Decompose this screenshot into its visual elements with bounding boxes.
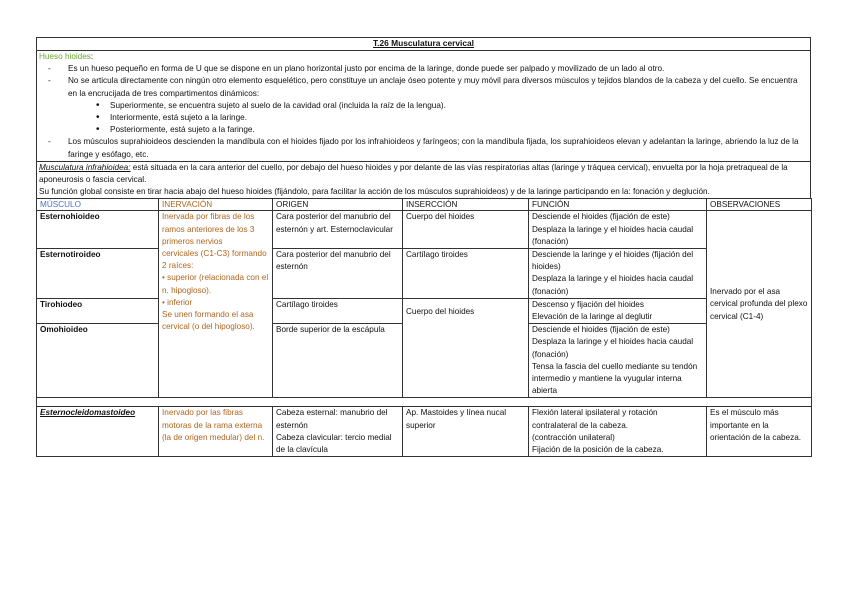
function-cell: Desciende el hioides (fijación de este) Desplaza la laringe y el hioides hacia caudal (fonación) Tensa la fascia del cuello mediante su tendón intermedio y mantiene la vyugular interna abierta	[529, 324, 707, 398]
origin-cell: Cara posterior del manubrio del esternón y art. Esternoclavicular	[273, 211, 403, 249]
col-header-muscle: MÚSCULO	[37, 199, 159, 211]
spacer-row	[37, 398, 812, 407]
function-cell: Flexión lateral ipsilateral y rotación contralateral de la cabeza. (contracción unilateral) Fijación de la posición de la cabeza.	[529, 407, 707, 457]
muscle-cell: Esternohioideo	[37, 211, 159, 249]
insertion-cell: Cuerpo del hioides	[403, 211, 529, 249]
innervation-cell: Inervado por las fibras motoras de la rama externa (la de origen medular) del n.	[159, 407, 273, 457]
muscle-cell: Tirohiodeo	[37, 298, 159, 323]
list-item: - Es un hueso pequeño en forma de U que se dispone en un plano horizontal justo por encima de la laringe, donde puede ser palpado y movilizado de un lado al otro.	[56, 63, 808, 75]
insertion-cell: Cartílago tiroides	[403, 249, 529, 299]
infrahyoid-text: está situada en la cara anterior del cuello, por debajo del hueso hioides y por delante de las vías respiratorias altas (laringe y tráquea cervical), envuelta por la hoja pretraqueal de la aponeurosis o fascia cervical.	[39, 162, 788, 185]
col-header-origin: ORIGEN	[273, 199, 403, 211]
function-cell: Desciende la laringe y el hioides (fijación del hioides) Desplaza la laringe y el hioides hacia caudal (fonación)	[529, 249, 707, 299]
origin-cell: Cabeza esternal: manubrio del esternón Cabeza clavicular: tercio medial de la clavícula	[273, 407, 403, 457]
muscle-cell: Esternocleidomastoideo	[37, 407, 159, 457]
list-item: - Los músculos suprahioideos descienden la mandíbula con el hioides fijado por los infrahioideos y faríngeos; con la mandíbula fijada, los suprahioideos elevan y adelantan la laringe, abriendo la luz de la faringe y esófago, etc.	[56, 136, 808, 160]
table-row	[37, 298, 812, 323]
list-item: • Superiormente, se encuentra sujeto al suelo de la cavidad oral (incluida la raíz de la lengua).	[96, 100, 808, 112]
col-header-function: FUNCIÓN	[529, 199, 707, 211]
muscle-cell: Omohioideo	[37, 324, 159, 398]
list-item: - No se articula directamente con ningún otro elemento esquelético, pero constituye un anclaje óseo potente y muy móvil para diversos músculos y tejidos blandos de la cabeza y del cuello. Se encuentra en la encrucijada de tres compartimentos dinámicos: • Superiormente, se encuentra sujeto al suelo de la cavidad oral (incluida la raíz de la lengua). • Interiormente, está sujeto a la laringe. • Posteriormente, está sujeto a la faringe.	[56, 75, 808, 136]
table-row	[37, 249, 812, 299]
hyoid-heading: Hueso hioides	[39, 52, 91, 61]
infrahyoid-section	[37, 161, 810, 199]
muscle-table	[36, 198, 812, 457]
col-header-observations: OBSERVACIONES	[707, 199, 812, 211]
insertion-cell: Ap. Mastoides y línea nucal superior	[403, 407, 529, 457]
hyoid-points	[39, 63, 808, 161]
document-page	[36, 37, 811, 457]
infrahyoid-function-text: Su función global consiste en tirar hacia abajo del hueso hioides (fijándolo, para facilitar la acción de los músculos suprahioideos) y de la laringe participando en la: fonación y deglución.	[39, 187, 710, 197]
page-title: T.26 Musculatura cervical	[37, 38, 810, 51]
col-header-innervation: INERVACIÓN	[159, 199, 273, 211]
observations-cell: Es el músculo más importante en la orientación de la cabeza.	[707, 407, 812, 457]
origin-cell: Borde superior de la escápula	[273, 324, 403, 398]
list-item: • Interiormente, está sujeto a la laringe.	[96, 112, 808, 124]
compartments-list	[68, 100, 808, 137]
origin-cell: Cara posterior del manubrio del esternón	[273, 249, 403, 299]
innervation-shared-cell: Inervada por fibras de los ramos anteriores de los 3 primeros nervios cervicales (C1-C3) formando 2 raíces: • superior (relacionada con el n. hipogloso). • inferior Se unen formando el asa cervical (o del hipogloso).	[159, 211, 273, 398]
table-row	[37, 211, 812, 249]
muscle-cell: Esternotiroideo	[37, 249, 159, 299]
infrahyoid-heading: Musculatura infrahioidea:	[39, 162, 131, 172]
function-cell: Desciende el hioides (fijación de este) Desplaza la laringe y el hioides hacia caudal (fonación)	[529, 211, 707, 249]
table-row	[37, 407, 812, 457]
insertion-shared-cell: Cuerpo del hioides	[403, 298, 529, 398]
col-header-insertion: INSERCCIÓN	[403, 199, 529, 211]
list-item: • Posteriormente, está sujeto a la faringe.	[96, 124, 808, 136]
observations-shared-cell: Inervado por el asa cervical profunda del plexo cervical (C1-4)	[707, 211, 812, 398]
notes-box	[36, 37, 811, 198]
function-cell: Descenso y fijación del hioides Elevación de la laringe al deglutir	[529, 298, 707, 323]
table-header-row	[37, 199, 812, 211]
hyoid-section: Hueso hioides: - Es un hueso pequeño en forma de U que se dispone en un plano horizontal justo por encima de la laringe, donde puede ser palpado y movilizado de un lado al otro. - No se articula directamente con ningún otro elemento esquelético, pero constituye un anclaje óseo potente y muy móvil para diversos músculos y tejidos blandos de la cabeza y del cuello. Se encuentra en la encrucijada de tres compartimentos dinámicos: • Superiormente, se encuentra sujeto al suelo de la cavidad oral (incluida la raíz de la lengua). • Interiormente, está sujeto a la laringe. • Posteriormente, está sujeto a la faringe. - Los músculos suprahioideos descienden la mandíbula con el hioides fijado por los infrahioideos y faríngeos; con la mandíbula fijada, los suprahioideos elevan y adelantan la laringe, abriendo la luz de la faringe y esófago, etc.	[37, 51, 810, 161]
origin-cell: Cartílago tiroides	[273, 298, 403, 323]
